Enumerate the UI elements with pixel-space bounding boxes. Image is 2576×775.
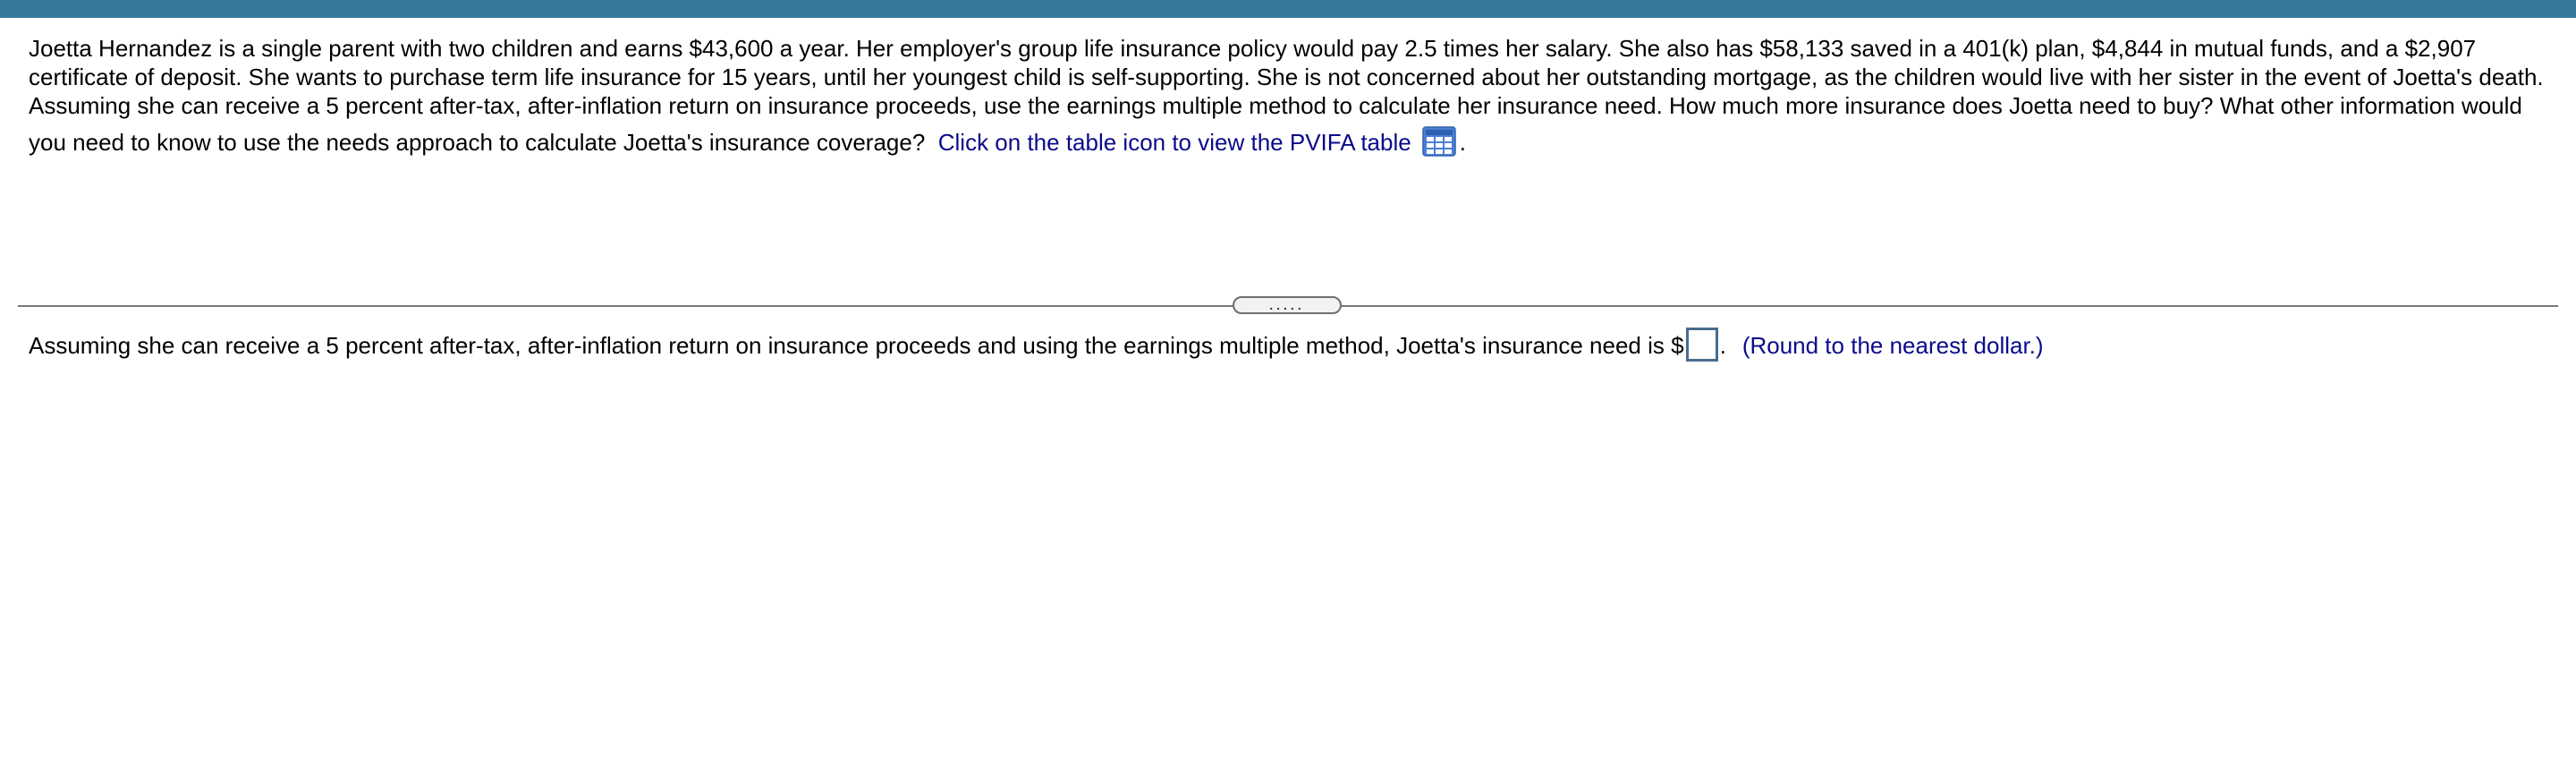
- question-line-1: Joetta Hernandez is a single parent with two children and earns $43,600 a year. Her employer's group life insurance policy would pay 2.5 times her salary. She also has $58,133 saved in a 401(k) plan, $4,844 in mutual funds, and a $2,907: [29, 35, 2477, 62]
- question-line-3: Assuming she can receive a 5 percent after-tax, after-inflation return on insurance proceeds, use the earnings multiple method to calculate her insurance need. How much more insurance does Joetta need to buy? What other information would: [29, 92, 2522, 119]
- question-text: [29, 34, 2551, 157]
- table-grid-icon[interactable]: [1422, 126, 1456, 157]
- question-line-4: [29, 128, 2551, 157]
- pvifa-table-link[interactable]: Click on the table icon to view the PVIFA table: [937, 129, 1411, 156]
- question-line-4-text: you need to know to use the needs approach to calculate Joetta's insurance coverage?: [29, 129, 926, 156]
- question-line-2: certificate of deposit. She wants to purchase term life insurance for 15 years, until her youngest child is self-supporting. She is not concerned about her outstanding mortgage, as the children would live with her sister in the event of Joetta's death.: [29, 64, 2544, 90]
- divider-resize-handle[interactable]: [1233, 296, 1342, 314]
- top-header-bar: [0, 0, 2576, 18]
- answer-period: .: [1719, 332, 1726, 359]
- insurance-need-input[interactable]: [1686, 328, 1718, 362]
- handle-dots: .....: [1269, 298, 1305, 312]
- question-period: .: [1459, 129, 1466, 156]
- answer-prompt: Assuming she can receive a 5 percent after-tax, after-inflation return on insurance proceeds and using the earnings multiple method, Joetta's insurance need is $: [29, 332, 1684, 359]
- rounding-hint: (Round to the nearest dollar.): [1741, 332, 2044, 359]
- answer-row: [29, 331, 2044, 362]
